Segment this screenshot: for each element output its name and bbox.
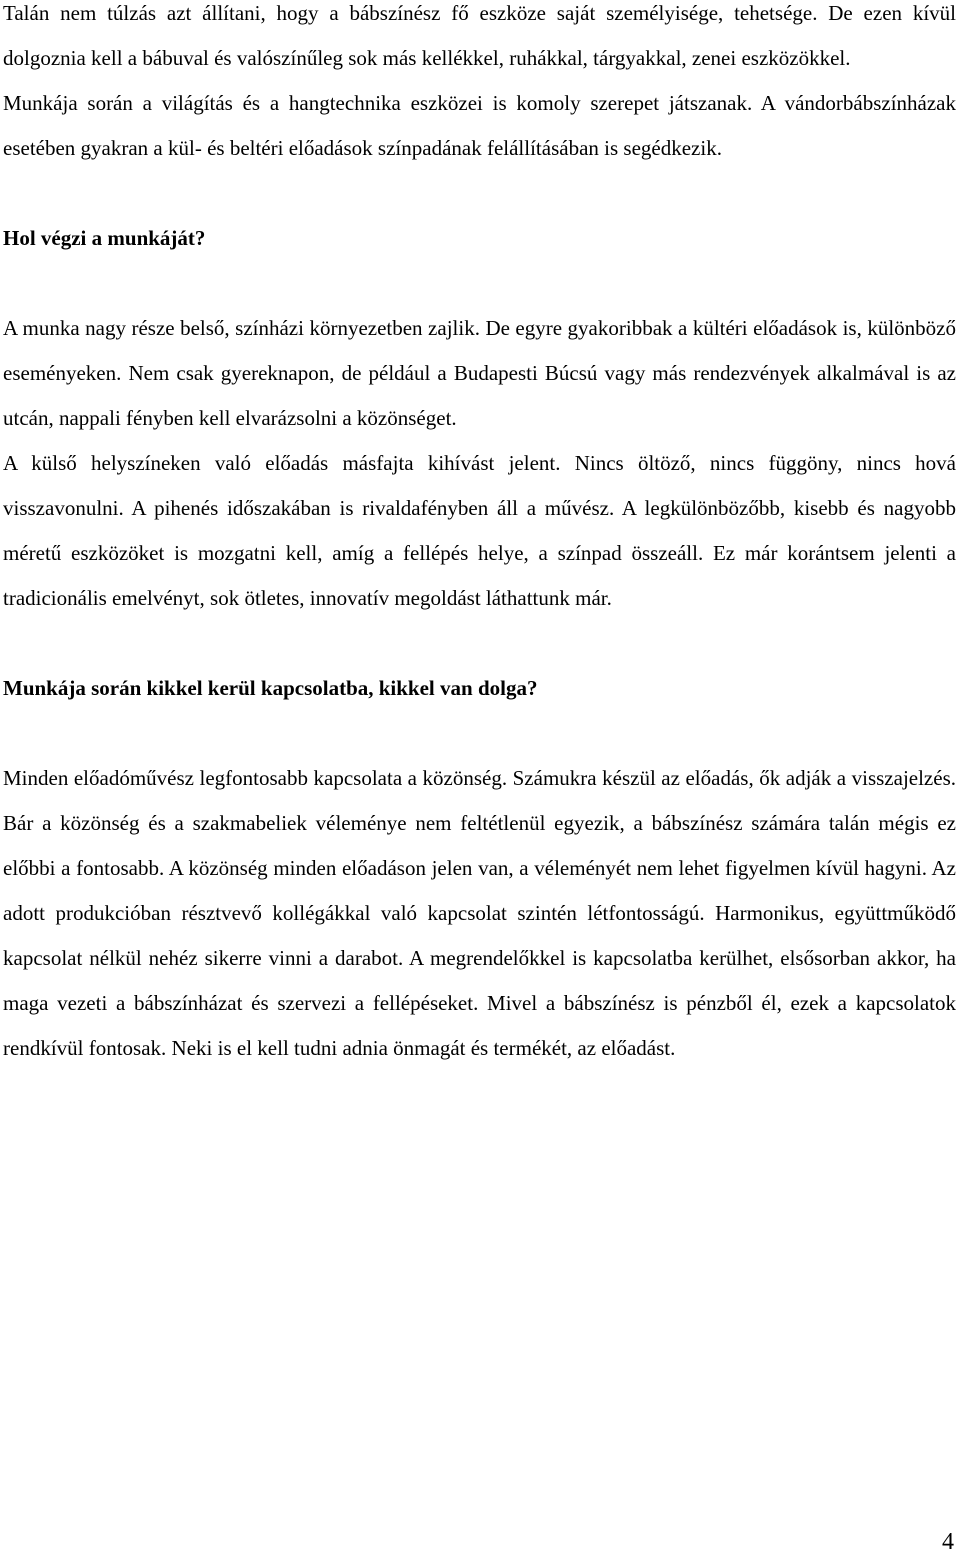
paragraph-intro-1: Talán nem túlzás azt állítani, hogy a bábszínész fő eszköze saját személyisége, tehetsége. De ezen kívül dolgoznia kell a bábuval és valószínűleg sok más kellékkel, ruhákkal, tárgyakkal, zenei eszközökkel. (3, 1, 956, 70)
paragraph-where-1: A munka nagy része belső, színházi környezetben zajlik. De egyre gyakoribbak a kültéri előadások is, különböző eseményeken. Nem csak gyereknapon, de például a Budapesti Búcsú vagy más rendezvények alkalmával is az utcán, nappali fényben kell elvarázsolni a közönséget. (3, 316, 956, 430)
section-heading-contacts: Munkája során kikkel kerül kapcsolatba, kikkel van dolga? (3, 676, 538, 700)
paragraph-contacts-1: Minden előadóművész legfontosabb kapcsolata a közönség. Számukra készül az előadás, ők adják a visszajelzés. Bár a közönség és a szakmabeliek véleménye nem feltétlenül egyezik, a bábszínész számára talán mégis ez előbbi a fontosabb. A közönség minden előadáson jelen van, a véleményét nem lehet figyelmen kívül hagyni. Az adott produkcióban résztvevő kollégákkal való kapcsolat szintén létfontosságú. Harmonikus, együttműködő kapcsolat nélkül nehéz sikerre vinni a darabot. A megrendelőkkel is kapcsolatba kerülhet, elsősorban akkor, ha maga vezeti a bábszínházat és szervezi a fellépéseket. Mivel a bábszínész is pénzből él, ezek a kapcsolatok rendkívül fontosak. Neki is el kell tudni adnia önmagát és termékét, az előadást. (3, 766, 956, 1060)
document-page (3, 0, 956, 1071)
page-number: 4 (942, 1529, 954, 1555)
section-heading-where: Hol végzi a munkáját? (3, 226, 206, 250)
paragraph-where-2: A külső helyszíneken való előadás másfajta kihívást jelent. Nincs öltöző, nincs függöny, nincs hová visszavonulni. A pihenés időszakában is rivaldafényben áll a művész. A legkülönbözőbb, kisebb és nagyobb méretű eszközöket is mozgatni kell, amíg a fellépés helye, a színpad összeáll. Ez már korántsem jelenti a tradicionális emelvényt, sok ötletes, innovatív megoldást láthattunk már. (3, 451, 956, 610)
paragraph-intro-2: Munkája során a világítás és a hangtechnika eszközei is komoly szerepet játszanak. A vándorbábszínházak esetében gyakran a kül- és beltéri előadások színpadának felállításában is segédkezik. (3, 91, 956, 160)
